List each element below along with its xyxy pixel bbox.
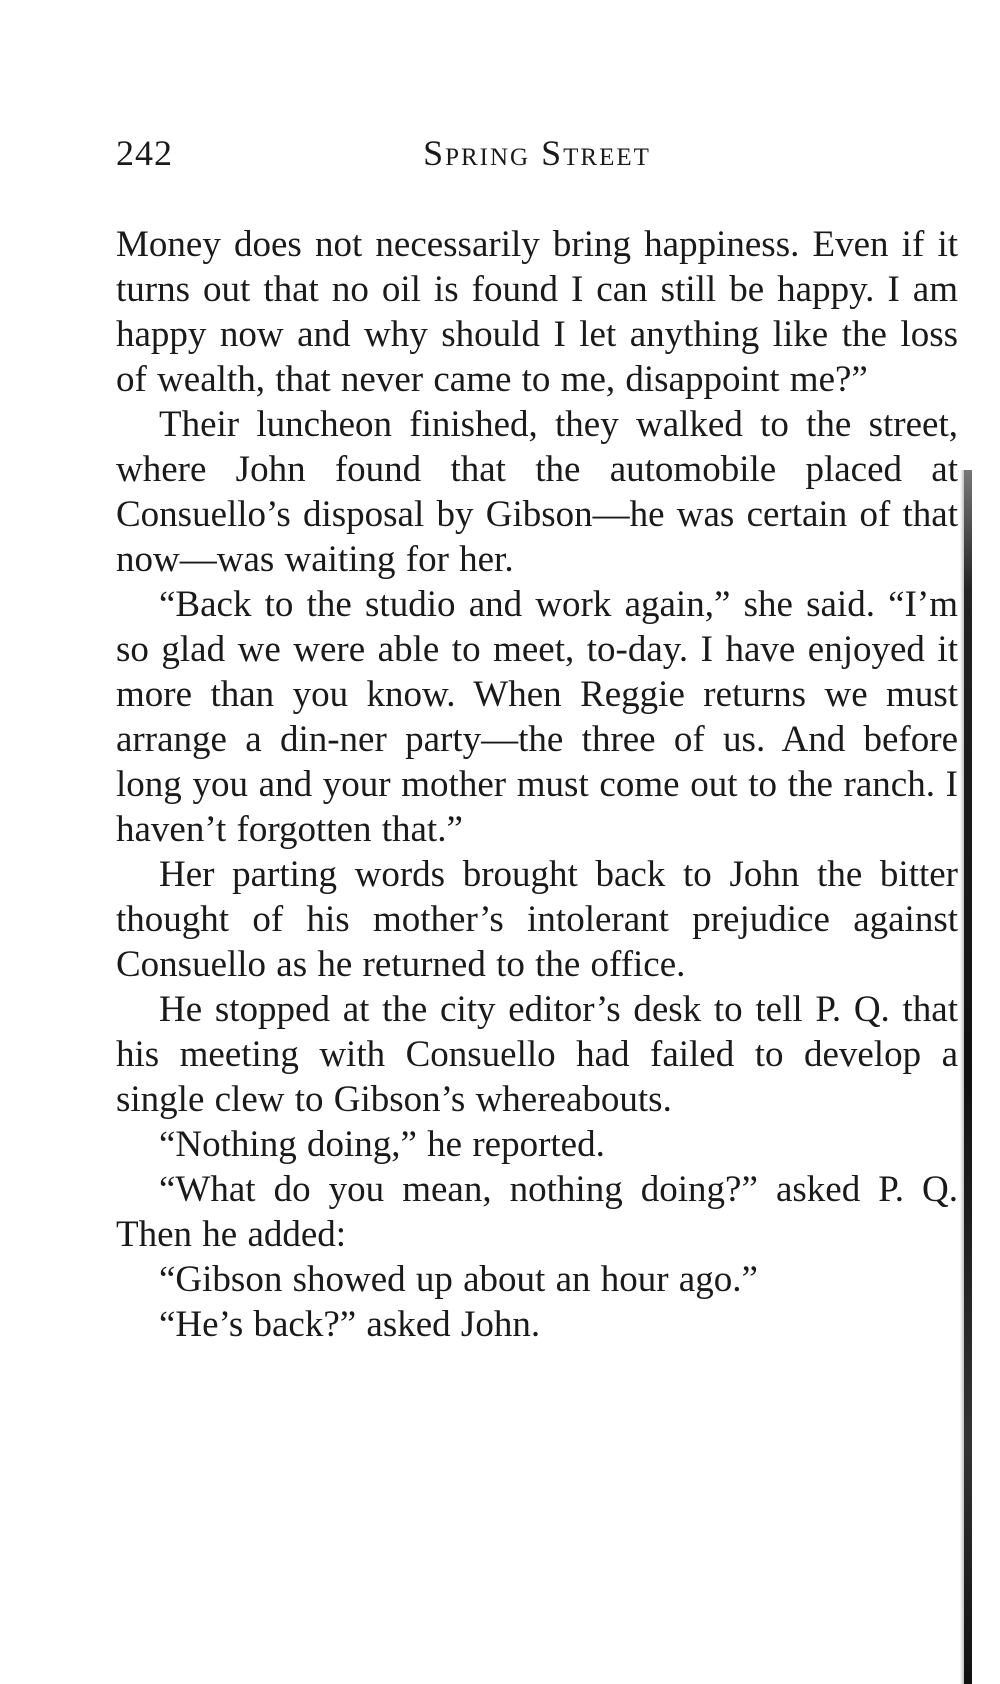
paragraph: He stopped at the city editor’s desk to tell P. Q. that his meeting with Consuello had failed to develop a single clew to Gibson’s whereabouts. [116, 989, 958, 1120]
page-edge-shadow [964, 470, 972, 1684]
paragraph: Money does not necessarily bring happiness. Even if it turns out that no oil is found I can still be happy. I am happy now and why should I let anything like the loss of wealth, that never came to me, disappoint me?” [116, 224, 958, 400]
paragraph: “Nothing doing,” he reported. [159, 1124, 605, 1165]
paragraph: Their luncheon finished, they walked to the street, where John found that the automobile placed at Consuello’s disposal by Gibson—he was certain of that now—was waiting for her. [116, 404, 958, 580]
paragraph: “Back to the studio and work again,” she said. “I’m so glad we were able to meet, to-day. I have enjoyed it more than you know. When Reggie returns we must arrange a din-ner party—the three of us. And before long you and your mother must come out to the ranch. I haven’t forgotten that.” [116, 584, 958, 850]
running-head: Spring Street [423, 133, 651, 173]
paragraph: “What do you mean, nothing doing?” asked P. Q. Then he added: [116, 1169, 958, 1255]
page-header [116, 132, 958, 182]
paragraph: Her parting words brought back to John the bitter thought of his mother’s intolerant prejudice against Consuello as he returned to the office. [116, 854, 958, 985]
page-number: 242 [116, 133, 173, 173]
paragraph: “Gibson showed up about an hour ago.” [159, 1259, 758, 1300]
body-text [116, 222, 958, 1347]
paragraph: “He’s back?” asked John. [159, 1304, 541, 1345]
